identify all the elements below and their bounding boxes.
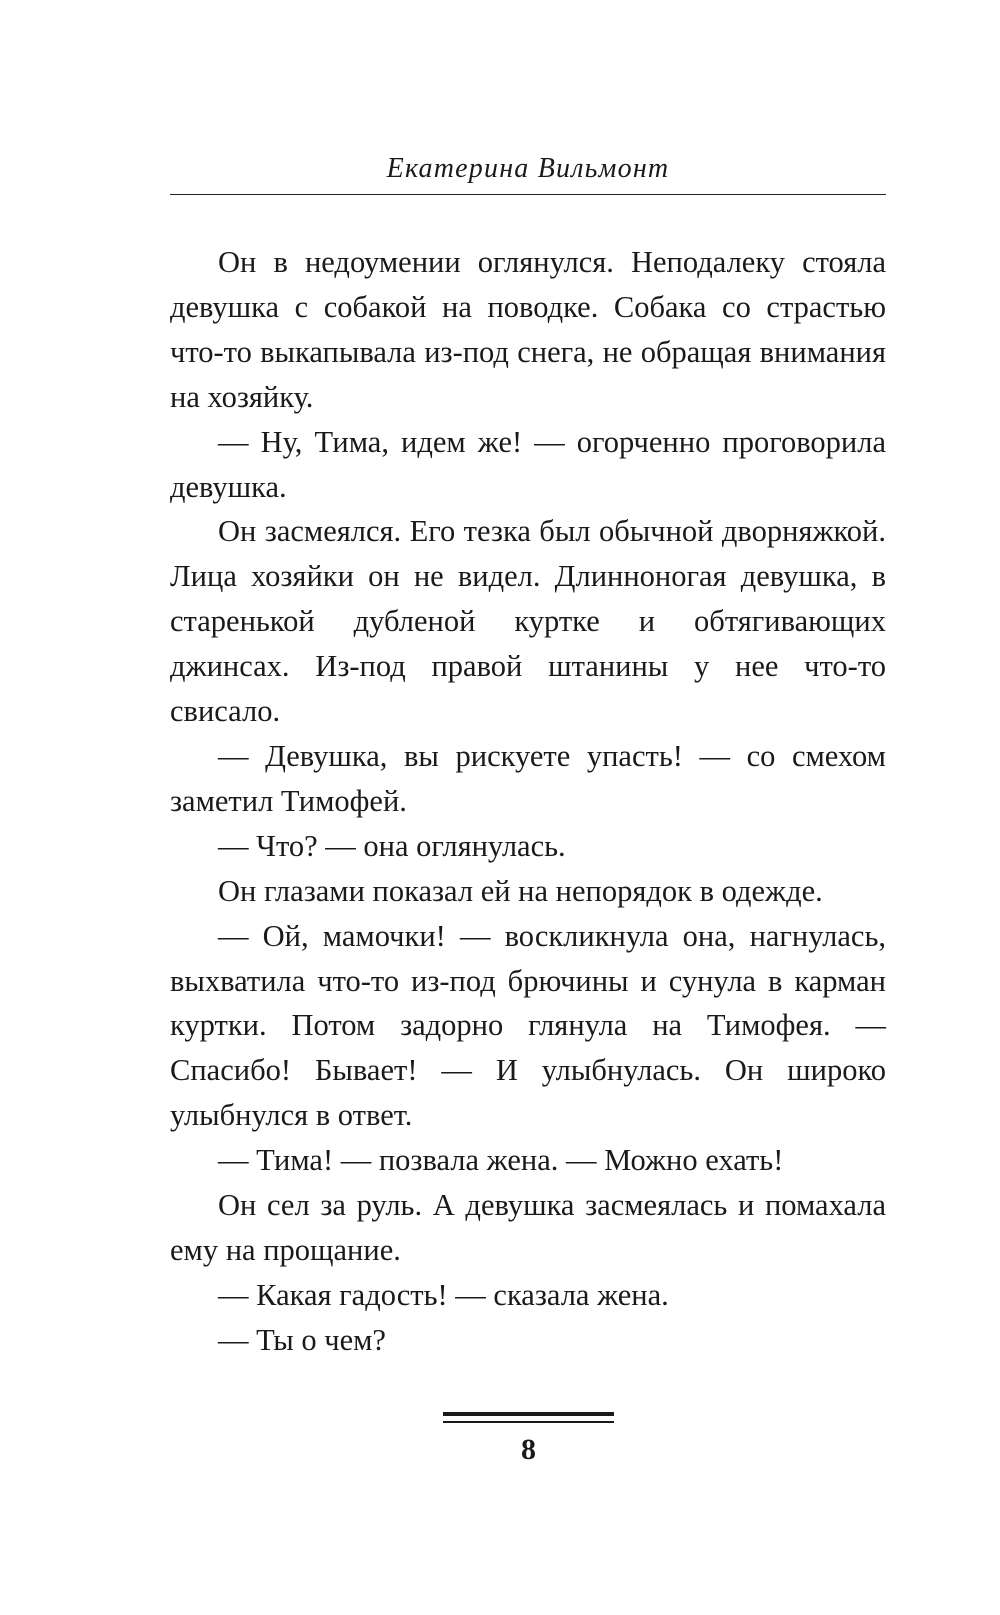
paragraph: — Тима! — позвала жена. — Можно ехать!	[218, 1143, 784, 1178]
footer-rule-thin	[443, 1421, 614, 1423]
paragraph: — Ты о чем?	[218, 1322, 386, 1357]
page-number: 8	[521, 1433, 536, 1466]
paragraph: Он глазами показал ей на непорядок в одежде.	[218, 873, 823, 908]
paragraph: — Ну, Тима, идем же! — огорченно проговорила девушка.	[170, 424, 886, 504]
paragraph: Он засмеялся. Его тезка был обычной дворняжкой. Лица хозяйки он не видел. Длинноногая девушка, в старенькой дубленой куртке и обтягивающих джинсах. Из-под правой штанины у нее что-то свисало.	[170, 514, 886, 729]
footer-rule-thick	[443, 1412, 614, 1416]
header-rule	[170, 194, 886, 195]
paragraph: — Что? — она оглянулась.	[218, 828, 566, 863]
paragraph: — Какая гадость! — сказала жена.	[218, 1277, 669, 1312]
paragraph: — Ой, мамочки! — воскликнула она, нагнулась, выхватила что-то из-под брючины и сунула в карман куртки. Потом задорно глянула на Тимофея. — Спасибо! Бывает! — И улыбнулась. Он широко улыбнулся в ответ.	[170, 918, 886, 1133]
running-head: Екатерина Вильмонт	[386, 153, 670, 184]
footer-double-rule	[443, 1412, 614, 1423]
paragraph: Он сел за руль. А девушка засмеялась и помахала ему на прощание.	[170, 1188, 886, 1267]
paragraph: Он в недоумении оглянулся. Неподалеку стояла девушка с собакой на поводке. Собака со страстью что-то выкапывала из-под снега, не обращая внимания на хозяйку.	[170, 245, 886, 414]
paragraph: — Девушка, вы рискуете упасть! — со смехом заметил Тимофей.	[170, 738, 886, 818]
body-text	[170, 240, 886, 1363]
